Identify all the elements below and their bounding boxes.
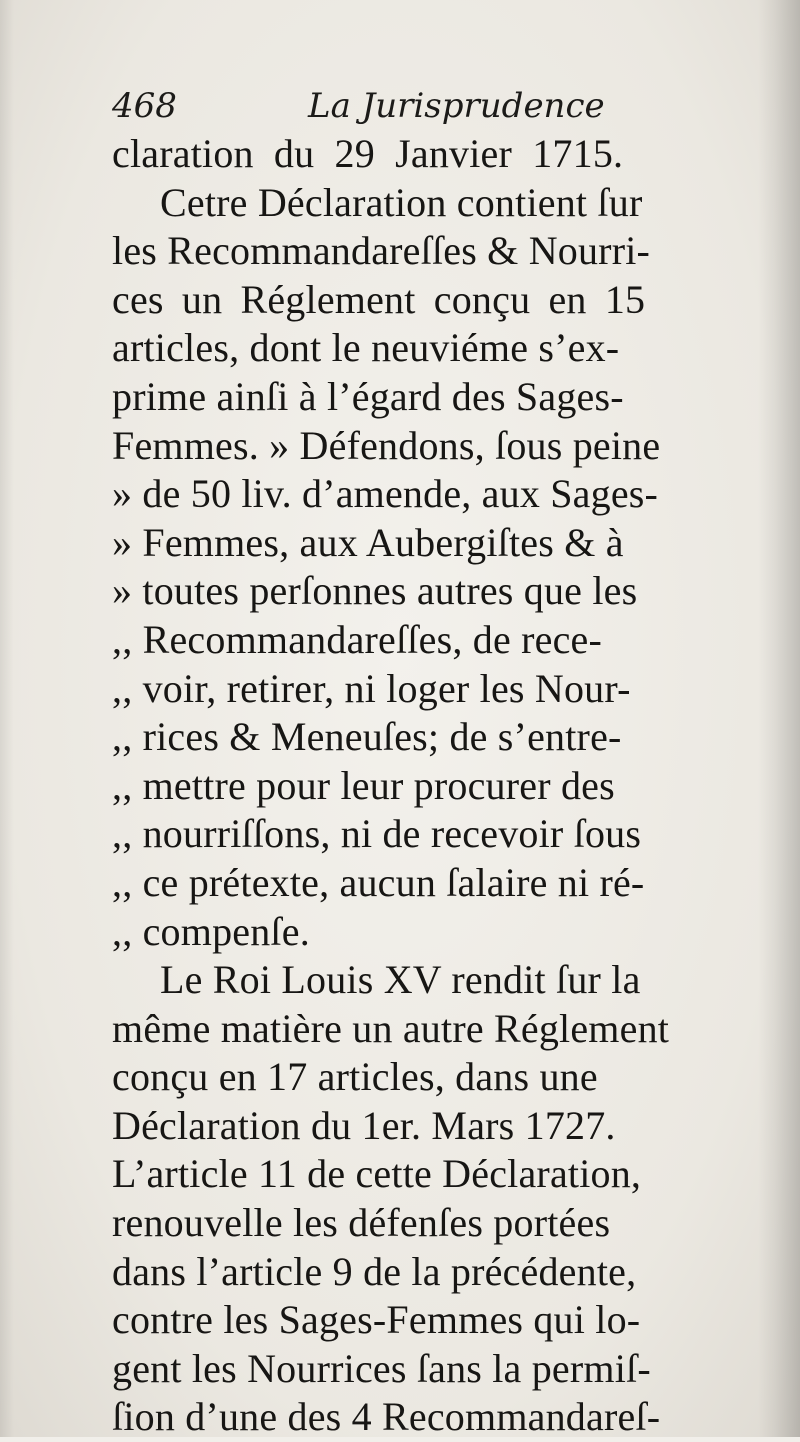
text-line: ,, voir, retirer, ni loger les Nour- (112, 665, 631, 711)
text-line: ,, nourriſſons, ni de recevoir ſous (112, 811, 642, 857)
text-line: dans l’article 9 de la précédente, (112, 1248, 637, 1294)
body-text (112, 130, 737, 1442)
text-line: Déclaration du 1er. Mars 1727. (112, 1102, 616, 1148)
text-line: Cetre Déclaration contient ſur (160, 179, 643, 225)
text-line: » Femmes, aux Aubergiſtes & à (112, 519, 624, 565)
text-line: les Recommandareſſes & Nourri- (112, 228, 651, 274)
text-line: ces un Réglement conçu en 15 (112, 276, 646, 322)
text-line: ,, Recommandareſſes, de rece- (112, 616, 602, 662)
text-line: ,, mettre pour leur procurer des (112, 762, 615, 808)
text-line: même matière un autre Réglement (112, 1005, 670, 1051)
text-line: claration du 29 Janvier 1715. (112, 131, 624, 176)
text-line: ,, ce prétexte, aucun ſalaire ni ré- (112, 859, 645, 905)
page-gutter-shadow (0, 0, 14, 1437)
text-line: contre les Sages-Femmes qui lo- (112, 1297, 641, 1343)
text-line: Le Roi Louis XV rendit ſur la (160, 957, 641, 1003)
text-line: conçu en 17 articles, dans une (112, 1054, 598, 1100)
text-line: ,, compenſe. (112, 908, 310, 954)
text-line: Femmes. » Défendons, ſous peine (112, 422, 661, 468)
text-line: gent les Nourrices ſans la permiſ- (112, 1345, 651, 1391)
text-line: » de 50 liv. d’amende, aux Sages- (112, 471, 659, 517)
text-line: articles, dont le neuviéme s’ex- (112, 325, 620, 371)
page-edge-shadow (758, 0, 800, 1437)
page-number: 468 (112, 86, 177, 126)
running-head: La Jurisprudence (308, 86, 605, 126)
page-header (112, 84, 712, 128)
text-line: prime ainſi à l’égard des Sages- (112, 373, 624, 419)
text-line: » toutes perſonnes autres que les (112, 568, 638, 614)
text-line: ſion d’une des 4 Recommandareſ- (112, 1394, 661, 1440)
text-line: ,, rices & Meneuſes; de s’entre- (112, 714, 622, 760)
text-line: renouvelle les défenſes portées (112, 1200, 611, 1246)
text-line: L’article 11 de cette Déclaration, (112, 1151, 642, 1197)
